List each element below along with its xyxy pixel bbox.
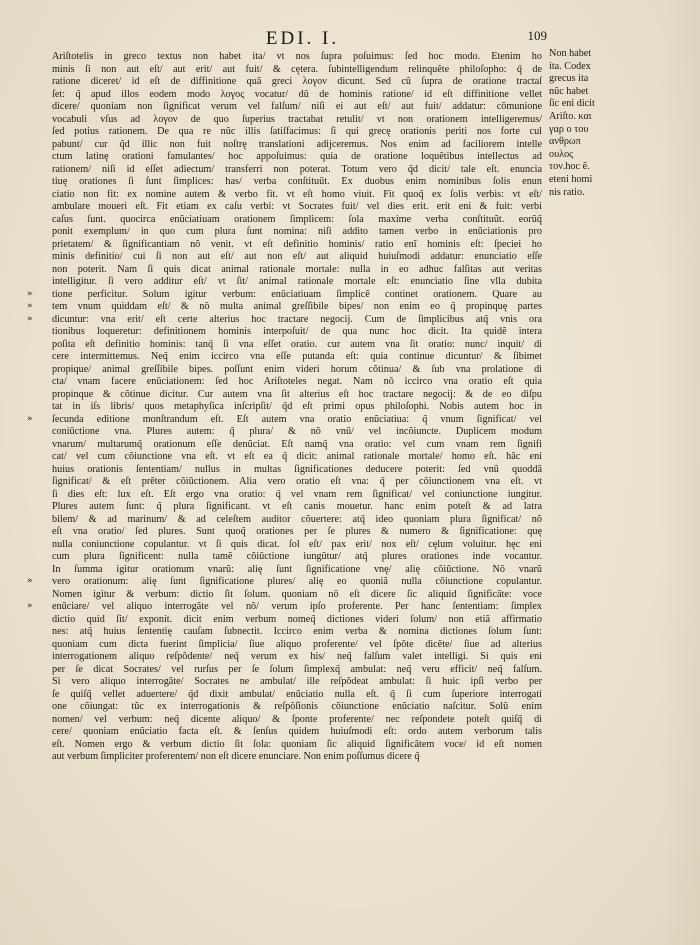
folio-number: 109 — [527, 28, 547, 43]
text-line: nomen/ vel verbum: neq̃ dicente aliquo/ & ſponte proferente/ nec reſpondete poteſt quiſq̃ di — [52, 713, 542, 725]
text-line: caſus ſunt. quocirca enũciatiuam orationem ſimplicem: ſola maxime verba conſtituũt. eorũq̃ — [52, 213, 542, 225]
marginal-note-line: Ariſto. και — [549, 110, 592, 122]
text-line: cum plura ſignificent: nulla tamẽ cõiũctione iungũtur/ atq̃ plures orationes inde vocantur. — [52, 551, 542, 562]
text-line: Plures autem ſunt: q̃ plura ſignificant. vt eſt canis mouetur. hanc enim poteſt & ad latra — [52, 501, 542, 512]
text-line: eſt. Nomen ergo & verbum dictio ſit ſola: quoniam ſic aliquid ſignificãtem voce/ id eſt nomen — [52, 738, 542, 750]
text-line: tionibus loqueretur: definitionem hominis interpoſuit/ de qua nunc hoc dicit. Ita quidẽ intera — [52, 326, 542, 337]
text-line: poſita eſt definitio hominis: tanq̃ ſi vna eſſet oratio. cur autem vna ſit oratio: nunc/ inquit/ di — [52, 338, 542, 350]
marginal-note-line: ουλος — [549, 148, 574, 160]
text-line: Si vero aliquo interrogãte/ Socrates ne ambulat/ ille reſpõdeat ambulat: ſi huic ipſi verbo per — [52, 676, 542, 687]
text-line: cere/ quoniam enũciatio facta eſt. & ſenſus quidem huiuſmodi eſt: ordo autem verborum talis — [52, 726, 542, 737]
margin-marker: » — [27, 288, 32, 299]
marginal-note-line: ανθρωπ — [549, 136, 581, 148]
text-line: coniũctione vna. Plures autem: q̃ plura/ & nõ vnũ/ vel incõiuncte. Duplicem modum — [52, 426, 542, 437]
marginal-note-line: nũc habet — [549, 85, 589, 97]
marginal-note-line: ita. Codex — [549, 60, 591, 72]
margin-marker: » — [27, 601, 32, 611]
text-line: nes: atq̃ huius ſententię cauſam ſubnectit. Iccirco enim verba & nomina dictiones ſolum ſunt: — [52, 626, 542, 637]
page-header — [60, 28, 545, 52]
text-line: bilem/ & ad marinum/ & ad celeſtem auditor cõuertere: atq̃ ideo quoniam plura ſignificat/ nõ — [52, 513, 542, 525]
text-line: ſe quiſq̃ vellet aduertere/ q̃d dixit ambulat/ enũciatio nulla eſt. q̃ ſi cum ſuperiore interrogati — [52, 688, 542, 700]
text-line: ponit exemplum/ in quo cum plura ſunt nomina: niſi addito tamen verbo in enũciationis pro — [52, 226, 542, 237]
text-line: one cõiungat: tũc ex interrogationis & reſpõſionis cõiunctione enũciatio naſcitur. Solũ enim — [52, 701, 542, 712]
text-line: ambulare moueri eſt. Fit etiam ex caſu verbi: vt Socrates fuit/ vel dies erit. erit eni & fuit: verbi — [52, 201, 542, 212]
marginal-note-line: Non habet — [549, 48, 592, 59]
text-line: tat in iſs libris/ quos metaphyſica inſcripſit/ q̃d eſt primi opus philoſophi. Nobis autem hoc in — [52, 401, 542, 412]
marginal-note-line: τον.hoc ẽ. — [549, 161, 590, 173]
text-line: ſi dies eſt: lux eſt. Eſt ergo vna oratio: q̃ vel vnam rem ſignificat/ vel coniunctione iungitur. — [52, 488, 542, 500]
commentary-text-block — [52, 51, 542, 764]
text-line: ſet: q̃ apud illos eodem modo λογος vocatur/ dũ de hominis ratione/ id eſt diffinitione vellet — [52, 88, 542, 100]
text-line: non poterit. Nam ſi quis dicat animal rationale mortale: nulla in eo adhuc falſitas aut veritas — [52, 263, 542, 275]
text-line: ctum latinę orationi famulantes/ hoc appoſuimus: quia de oratione loquẽtibus intellectus ad — [52, 151, 542, 162]
margin-marker: » — [27, 313, 32, 324]
text-line: cat/ vel cum cõiunctione vna eſt. vt eſt ea q̃ dicit: animal rationale mortale/ homo eſt. hãc eni — [52, 451, 542, 462]
marginal-note-line: γαρ ο του — [549, 123, 589, 135]
text-line: per ſe dicat Socrates/ vel rurſus per ſe ſolum ſimplexq̃ ambulat: neq̃ veru efficit/ neq̃ falſum. — [52, 663, 542, 675]
text-line: vero orationum: alię ſunt ſignificatione plures/ alię eo quoniã nulla cõiunctione copulantur. — [52, 576, 542, 587]
marginal-note — [549, 48, 659, 199]
text-line: vocabuli vſus ad λογον de quo ſuperius tractabat retulit/ vt non orationem intelligeremus/ — [52, 113, 542, 125]
text-line: tione perficitur. Solum igitur verbum: enũciatiuam ſimplicẽ continet orationem. Quare au — [52, 288, 542, 300]
marginal-note-line: ſic eni dicit — [549, 98, 595, 110]
text-line: Nomen igitur & verbum: dictio ſit ſolum. quoniam nõ eſt dicere ſic aliquid ſignificãte: voce — [52, 588, 542, 600]
marginal-note-line: eteni homi — [549, 173, 593, 185]
text-line: cta/ vnam facere enũciationem: ſed hoc Ariſtoteles negat. Nam nõ iccirco vna oratio eſt quia — [52, 376, 542, 387]
page-edge-shading — [660, 0, 700, 945]
text-line: dicuntur: vna erit/ eſt certe alterius hoc tractare negocij. Cum de ſimplicibus atq̃ vnis ora — [52, 313, 542, 325]
text-line: In ſumma igitur orationum vnarũ: alię ſunt ſignificatione vnę/ alię cõiũctione. Nõ vnarũ — [52, 563, 542, 575]
text-line: enũciare/ vel aliquo interrogãte vel nõ/ verum ipſo proferente. Per hanc ſententiam: ſimplex — [52, 601, 542, 612]
text-line: vnarum/ multarumq̃ orationum eſſe denũciat. Eſt namq̃ vna oratio: vel cum vnam rem ſignifi — [52, 438, 542, 450]
text-line: dictio quid ſit/ exponit. dicit enim verbum nomeq̃ dictiones videri ſolum/ non etiã affirmatio — [52, 613, 542, 625]
text-line: propique/ animal greſſibile bipes. poſſunt enim videri horum cõtinua/ & ſub vna prolatione di — [52, 363, 542, 375]
text-line: quoniam cum dicta fuerint ſimplicia/ ſiue aliquo proferente/ vel ſpõte dicẽte/ ſiue ad alterius — [52, 638, 542, 650]
text-line: interrogationem aliquo reſpõdente/ neq̃ verum ex his/ neq̃ falſum valet intelligi. Si quis eni — [52, 651, 542, 662]
text-line: propinque & cõtinue dicitur. Cur autem vna ſit alterius eſt hoc tractare negocij: & de eo diſpu — [52, 388, 542, 400]
running-head: EDI. I. — [265, 28, 340, 49]
text-line: pabunt/ cur q̃d illic non fuit noſtrę translationi adijceremus. Nos enim ad faciliorem intelle — [52, 138, 542, 150]
text-line: ſed potius rationem. De qua re nũc illis ſatiſfacimus: ſi qui grecę orationis periti nos forte cul — [52, 126, 542, 137]
text-line: prietatem/ & ſignificantiam nõ venit. vt eſt definitio hominis/ ratio enĩ hominis eſt: ſpeciei ho — [52, 238, 542, 250]
text-line: tem vnum quiddam eſt/ & nõ multa animal greſſibile bipes/ non enim eo q̃ propinquę partes — [52, 301, 542, 312]
text-line: ratione diceret/ id eſt de diffinitione quã greci λογον dicunt. Sed cũ ſupra de oratione tractaſ — [52, 76, 542, 87]
margin-marker: » — [27, 576, 32, 586]
text-line: eſt vna oratio/ ſed plures. Sunt quoq̃ orationes per ſe plures & numero & ſignificatione: quę — [52, 526, 542, 537]
text-line: ſignificat/ & eſt prẽter cõiũctionem. Alia vero oratio eſt vna: q̃ per cõiunctionem vna eſt. vt — [52, 476, 542, 487]
text-line: tiuę orationes ſi ſunt ſimplices: has/ verba conſtituũt. Ex duobus enim nominibus ſolis enun — [52, 176, 542, 187]
text-line: huius orationis ſententiam/ nullus in multas ſignificationes deducere poterit: ſed vnũ quoddã — [52, 463, 542, 475]
text-line: nulla coniunctione copulantur. vt ſi quis dicat. ſol eſt/ pax erit/ nox eſt/ cęlum voluitur. hęc eni — [52, 538, 542, 550]
text-line: rationem/ niſi id eſſet adiectum/ transferri non poterat. Totum vero q̃d dicit/ tale eſt. enuncia — [52, 163, 542, 175]
text-line: aut verbum ſimpliciter proferentem/ non eſt dicere enunciare. Non enim poſſumus dicere q̃ — [52, 751, 420, 762]
text-line: ſecunda editione monſtrandum eſt. Eſt autem vna oratio enũciatiua: q̃ vnum ſignificat/ vel — [52, 413, 542, 425]
text-line: ciatio non fit: ex nomine autem & verbo fit. vt eſt homo viuit. Fit quoq̃ ex ſolis verbis: vt eſt/ — [52, 188, 542, 200]
marginal-note-line: nis ratio. — [549, 186, 585, 198]
margin-marker: » — [27, 301, 32, 311]
margin-marker: » — [27, 413, 32, 424]
marginal-note-line: grecus ita — [549, 73, 589, 85]
text-line: cere intermittemus. Neq̃ enim iccirco vna eſſe putanda eſt: quia continue dicuntur/ & ſibimet — [52, 351, 542, 362]
text-line: Ariſtotelis in greco textus non habet ita/ vt nos ſupra poſuimus: ſed hoc modo. Etenim ho — [52, 51, 542, 62]
text-line: minis ſi non aut eſt/ aut erit/ aut fuit/ & cętera. ſubintelligendum relinquẽte philoſopho: q̃ de — [52, 63, 542, 75]
text-line: intelligitur. ſi vero additur eſt/ vt ſit/ animal rationale mortale eſt: enunciatio ſine vlla dubita — [52, 276, 542, 287]
text-line: minis definitio/ cui ſi non aut eſt/ aut non eſt/ aut aliquid huiuſmodi addatur: enunciatio eſſe — [52, 251, 542, 262]
text-line: dicere/ quoniam non ſignificat verum vel falſum/ niſi ei aut eſt/ aut fuit/ addatur: cõmunione — [52, 101, 542, 112]
